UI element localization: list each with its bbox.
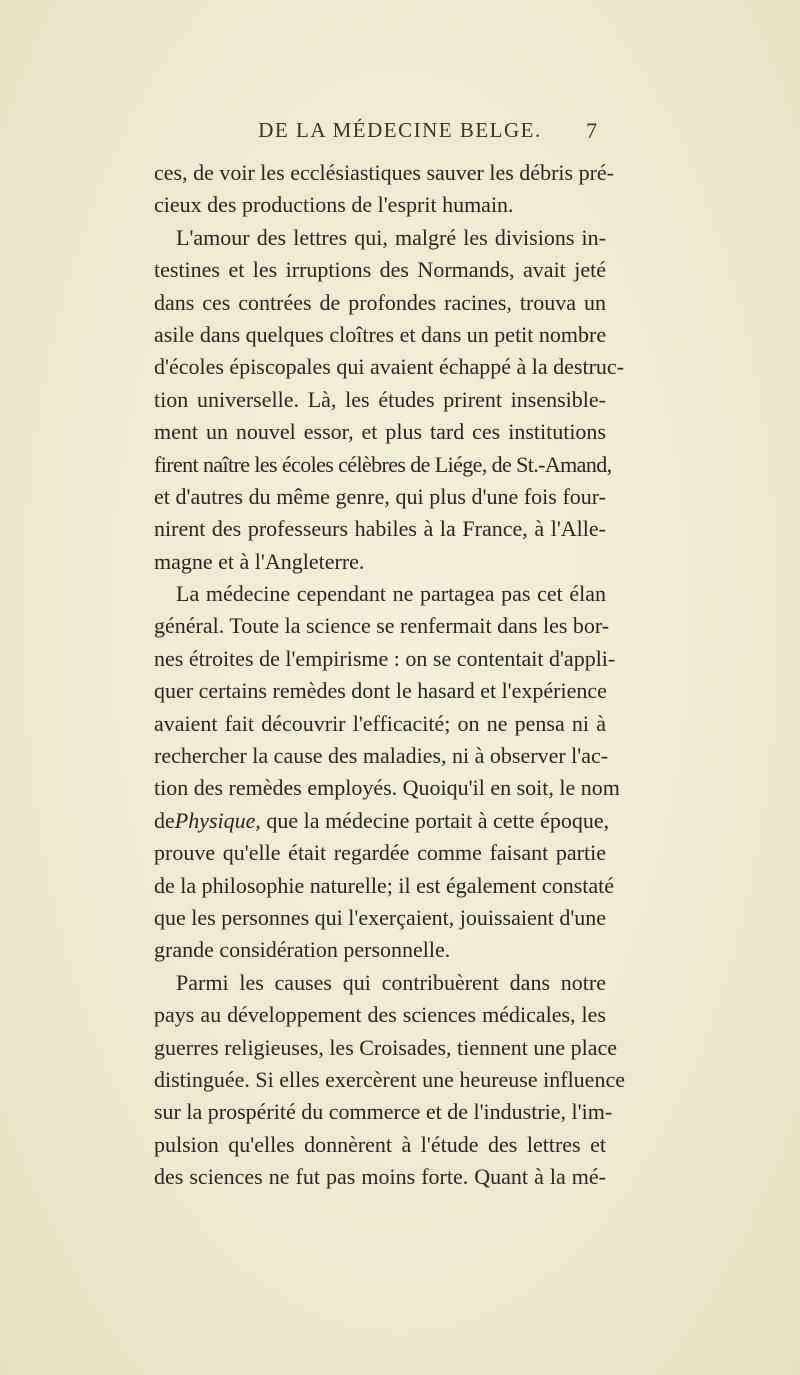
text-line: tion universelle. Là, les études prirent insensible- <box>154 386 606 412</box>
text-line: et d'autres du même genre, qui plus d'une fois four- <box>154 483 606 509</box>
text-line: quer certains remèdes dont le hasard et l'expérience <box>154 678 607 704</box>
text-line: magne et à l'Angleterre. <box>154 548 365 574</box>
text-line: que les personnes qui l'exerçaient, jouissaient d'une <box>154 904 607 930</box>
paragraph-start-line: Parmi les causes qui contribuèrent dans notre <box>176 969 606 995</box>
page-number: 7 <box>586 118 597 143</box>
text-line: des sciences ne fut pas moins forte. Quant à la mé- <box>154 1164 606 1190</box>
text-line: testines et les irruptions des Normands, avait jeté <box>154 257 606 283</box>
text-line: d'écoles épiscopales qui avaient échappé à la destruc- <box>154 354 625 380</box>
text-line: distinguée. Si elles exercèrent une heureuse influence <box>154 1066 625 1092</box>
text-line: ces, de voir les ecclésiastiques sauver les débris pré- <box>154 160 614 185</box>
text-line: nirent des professeurs habiles à la France, à l'Alle- <box>154 516 606 542</box>
page-header <box>0 118 800 154</box>
body-text <box>154 157 625 1194</box>
text-line: ment un nouvel essor, et plus tard ces institutions <box>154 419 606 445</box>
text-line: grande considération personnelle. <box>154 937 451 963</box>
text-line-with-italic <box>154 805 610 837</box>
italic-term: Physique, <box>174 807 261 833</box>
text-line: avaient fait découvrir l'efficacité; on ne pensa ni à <box>154 710 606 736</box>
text-line: tion des remèdes employés. Quoiqu'il en soit, le nom <box>154 775 620 801</box>
text-line: asile dans quelques cloîtres et dans un petit nombre <box>154 321 607 347</box>
paragraph-start-line: La médecine cependant ne partagea pas cet élan <box>176 581 606 607</box>
text-line: dans ces contrées de profondes racines, trouva un <box>154 289 606 315</box>
text-line: cieux des productions de l'esprit humain. <box>154 192 514 218</box>
paragraph-start-line: L'amour des lettres qui, malgré les divisions in- <box>176 224 606 250</box>
text-line: nes étroites de l'empirisme : on se contentait d'appli- <box>154 645 616 671</box>
text-line: firent naître les écoles célèbres de Liége, de St.-Amand, <box>154 451 612 477</box>
text-line: rechercher la cause des maladies, ni à observer l'ac- <box>154 743 609 769</box>
running-head: DE LA MÉDECINE BELGE. <box>258 118 542 142</box>
text-line: général. Toute la science se renfermait dans les bor- <box>154 613 610 639</box>
text-line: prouve qu'elle était regardée comme faisant partie <box>154 840 606 866</box>
text-line: pulsion qu'elles donnèrent à l'étude des lettres et <box>154 1131 606 1157</box>
text-fragment: de <box>154 807 175 833</box>
text-line: pays au développement des sciences médicales, les <box>154 1002 606 1028</box>
text-line: de la philosophie naturelle; il est également constaté <box>154 872 615 898</box>
text-fragment: que la médecine portait à cette époque, <box>260 807 610 833</box>
text-line: sur la prospérité du commerce et de l'industrie, l'im- <box>154 1099 613 1125</box>
text-line: guerres religieuses, les Croisades, tiennent une place <box>154 1034 618 1060</box>
